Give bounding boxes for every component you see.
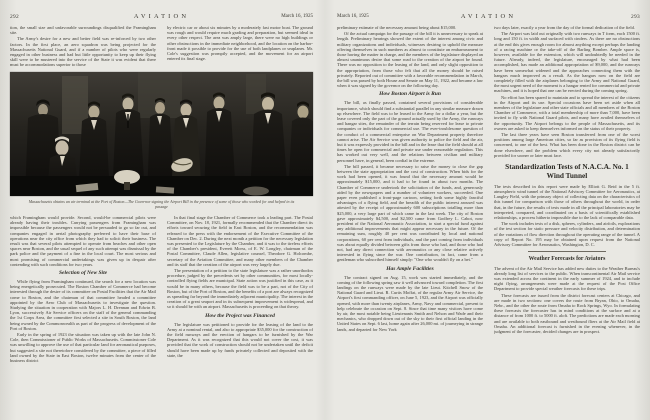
paragraph: The Army's desire for a new and better field was re-inforced by two other factors. In the first place, an aero squadron was being projected for the Massachusetts National Guard, and if a number of pilots who were regularly engaged in other business and had but little opportunity to keep up their flying skill were to be mustered into the service of the State it was evident that there must be accommodations superior to those — [10, 36, 156, 68]
article-title-weather-forecasts: Weather Forecasts for Aviators — [528, 256, 606, 263]
paragraph: The presentation of a petition to the state legislature was a rather unorthodox procedure, judged by the precedents set by other communities, for most locally-controlled flying fields are municipal. State action was justified in this case, as it would be in many others, because the field was to be a part, not of the City of Boston, but of the Port of Boston, and the benefits of a port are always recognized as spreading far beyond the immediately adjacent municipality. The interest in the creation of a great seaport and in its subsequent improvement is widespread, and so it should be with an airport. Massachusetts is proceeding on that theory. — [167, 268, 313, 310]
paragraph: Of the actual campaign for the passage of the bill it is unnecessary to speak at length. Preliminary hearings showed the extent of the interest among civic and military organizations and individuals, witnesses desiring to uphold the measure offering themselves in such numbers as almost to constitute an embarrassment to those having the matter in charge, and the members of the legislature displayed an almost unanimous desire that some road to the creation of the airport be found. There was no opposition to the leasing of the land, and only slight opposition to the appropriation, from those who felt that all the money should be raised privately. Reported out of committee with a favorable recommendation in March, the bill was passed by both House and Senate on May 11, 1922, and became a law when it was signed by the governor on the following day. — [337, 31, 483, 89]
right-page-column2 — [494, 25, 640, 406]
article-title-naca-wind-tunnel: Standardization Tests of N.A.C.A. No. 1 Wind Tunnel — [505, 162, 629, 180]
left-page-column2 — [167, 215, 313, 398]
paragraph: The advent of the Air Mail Service has added new duties to the Weather Bureau's already long list of services to the public. When transcontinental Air Mail service was extended across the continent in the early summer of 1924, and to include night flying, arrangements were made at the request of the Post Office Department to provide special weather forecasts for these trips. — [494, 265, 640, 292]
signing-ceremony-photo — [10, 72, 313, 196]
paragraph: The tests described in this report were made by Elliott G. Reid in the 5 ft. atmospheric wind tunnel of the National Advisory Committee for Aeronautics, at Langley Field, with the primary object of collecting data on the characteristics of this tunnel for comparison with those of others throughout the world, in order that, in the future, the results of tests made in all the principal laboratories may be interpreted, compared, and coordinated on a basis of scientifically established relationships, a process hitherto impossible due to the lack of comparable data. — [494, 183, 640, 221]
left-page-column2-top — [167, 25, 313, 71]
paragraph: The contract signed on Aug. 15, work was started immediately, and the coming of the following spring saw it well advanced toward completion. The first landings on the runways were made by the late Lieut. Kitchell Snow of the National Guard and Lieut. R. Curtis Moffat, of the regular Army Air Service, the Airport's first commanding officer, on June 5, 1923, and the Airport was officially opened, with more than twenty airplanes, Army, Navy and commercial, present to help celebrate the occasion on Sept. 8. Since that time many visitors have come by air, the most notable being Lieutenants Smith and Nelson and Wade and their mechanics, who dropped down out of the sky to their first official landing in the United States on Sept. 6 last, home again after 26,000 mi. of journeying in strange lands, and departed for New York — [337, 274, 483, 332]
paragraph: by electric car or about six minutes by a moderately fast motor boat. The ground was rough and would require much grading and preparation, but seemed ideal in every other respect. The area was amply large, there were no high buildings or other obstructions in the immediate neighborhood, and the location on the harbor-front made it possible to provide for the use of both landplanes or seaplanes. Mr. Cole's suggestion was promptly accepted, and the movement for an airport entered its final stage. — [167, 25, 313, 62]
right-page-header — [337, 13, 640, 22]
issue-date: March 16, 1925 — [337, 14, 369, 19]
section-heading-how-boston-airport-is-run: How Boston Airport is Run — [379, 91, 441, 98]
section-heading-selection-of-new-site: Selection of New Site — [58, 270, 108, 277]
paragraph: In that final stage the Chamber of Commerce took a leading part. The Postal Committee, on Nov. 18, 1921, formally recommended that the Chamber direct its efforts toward securing the field in East Boston, and the recommendation was released to the press with the endorsement of the Executive Committee of the Chamber on Dec. 2. During the next month a petition for the necessary legislation was presented to the Legislature by the Chamber, and it was to the tireless efforts of the Chamber's president, Everett Morss, of E. W. Longley, chairman of the Postal Committee, Claude Allen, legislative counsel, Theodore G. Holcombe, secretary of the Aviation Committee, and many other members of the Chamber and its staff that the creation of the airport was very largely due. — [167, 215, 313, 267]
masthead-title: AVIATION — [460, 13, 517, 20]
section-divider — [528, 251, 606, 252]
right-page-column1 — [337, 25, 483, 406]
issue-date: March 16, 1925 — [281, 14, 313, 19]
paragraph: Early in the spring of 1923 the situation was taken up with the late John N. Cole, then Commissioner of Public Works of Massachusetts. Commissioner Cole was unwilling to approve the use of that particular land for aeronautical purposes, but suggested a site not theretofore considered by the committee, a piece of filled land owned by the State in East Boston, twelve minutes from the center of the business district — [10, 331, 156, 363]
section-heading-has-ample-facilities: Has Ample Facilities — [386, 265, 434, 272]
paragraph: These forecasts are issued from the district forecast centers at Chicago, and are made in two sections: one covers the route from Bryan, Ohio, to Omaha, Nebr., and the other the route from Omaha to Rock Springs, Wyo. In formulating these forecasts the forecaster has in mind conditions at the surface and at a distance of from 1000 ft. to 5000 ft. aloft. The predictions are made each morning and are available to both eastbound and westbound fliers at the Air Mail field at Omaha. An additional forecast is furnished in the evening whenever, in the judgment of the forecaster, decided changes are in prospect. — [494, 292, 640, 334]
left-page-header — [10, 13, 313, 22]
page-number: 293 — [631, 14, 640, 20]
paragraph: The bill passed, it became necessary to raise the money to close the gap between the state appropriation and the cost of construction. When bids for the work had been opened, it was found that the necessary amount would be approximately $15,000, and it had to be found in about two months. The Chamber of Commerce undertook the solicitation of the funds, and, generously aided by the newspapers and a number of volunteer workers, succeeded. One paper even published a front-page cartoon, setting forth some highly fanciful advantages of a flying field, and the breadth of the public interest aroused was attested by the receipt of approximately 600 subscriptions totalling more than $25,000, a very large part of which came in the last week. The city of Boston gave approximately $4,500, and $2,500 came from Godfrey L. Cabot, now president of the National Aeronautic Association, to start a special fund against any additional improvements that might appear necessary in the future. Of the remaining sum, roughly 40 per cent was contributed by local and national corporations, 60 per cent from individuals, and the part coming from individuals was about equally divided between gifts from those who had, and those who had not, had any direct connection with aeronautics or any close relative actively interested in flying since the war. One contribution, in fact, came from a gentleman who subscribed himself simply: "One who wouldn't fly on a bet." — [337, 163, 483, 263]
section-heading-how-the-project-was-financed: How the Project was Financed — [205, 312, 275, 319]
paragraph: The Airport was laid out originally with two runways in T form, each 1500 ft. long and 150 ft. in width and surfaced with cinders. As there are no obstructions at the end this gives enough room for almost anything except perhaps the landing of a racing machine or the take-off of the Barling Bomber. Ample space is, however, available for the extension, which will undoubtedly be needed in the future. Already, indeed, the legislature, encouraged by what had been accomplished, has made an additional appropriation of $9,000, and the runways have been somewhat widened and the approaches connecting them with the hangars much improved as a result. As the hangars now on the field are completely filled with the airplanes belonging to the Army and National Guard, the most urgent need of the moment is a hangar rented for commercial and private machines, and it is hoped that one can be erected during the coming spring. — [494, 31, 640, 94]
paragraph: The legislature was petitioned to provide for the leasing of the land to the Army at a nominal rental, and also to appropriate $35,000 for the construction of the field runways and the erection of hangars to be furnished by the War Department. As it was recognized that this would not cover the cost, it was provided that the work of construction should not be undertaken until the deficit should have been made up by funds privately collected and deposited with the state, the — [167, 321, 313, 358]
left-page-column1 — [10, 215, 156, 398]
paragraph: The work includes tests of a disk, spheres, cylinders, and airfoils, explorations of the test section for static pressure and velocity distribution, and determination of the variations of flow direction throughout the operating range of the tunnel. A copy of Report No. 195 may be obtained upon request from the National Advisory Committee for Aeronautics, Washington, D. C. — [494, 221, 640, 248]
paragraph: While flying from Framingham continued, the search for a new location was being energetically prosecuted. The Boston Chamber of Commerce had become interested through the desire of its committee on Postal Facilities that the Air Mail come to Boston, and the chairman of that committee headed a committee appointed by the Aero Club of Massachusetts to investigate the question. Studying the situation in cooperation with Majors L. H. Drennan and Edwin B. Lyon, successively Air Service officers on the staff of the general commanding the 1st Corps Area, the committee first selected a site in South Boston, the land being owned by the Commonwealth as part of the progress of development of the Port of Boston. — [10, 278, 156, 331]
paragraph: tion, the small size and unfavorable surroundings disqualified the Framingham site. — [10, 25, 156, 36]
page-number: 292 — [10, 14, 19, 20]
masthead-title: AVIATION — [133, 13, 190, 20]
paragraph: two days later, exactly a year from the day of the formal dedication of the field. — [494, 25, 635, 30]
paragraph: which Framingham would provide. Second, would-be commercial pilots were already having their troubles. Carrying passengers from Framingham was impossible because the passengers would not be persuaded to go so far out, and companies engaged in aerial photography preferred to have their base of operations near the city office from which they had to solicit their business. The result was that several pilots attempted to operate from beaches and other open spaces near Boston, and the usual sequel of any such attempt was dismissal by the park police and the payment of a fine in the local court. The most serious and most promising of commercial undertakings was given up in despair after contending with such conditions for two years. — [10, 215, 156, 267]
paragraph: The last three years have seen Boston transferred from one of the worst positions among large American cities, so far as provision of its flying field is concerned, to one of the best. What has been done in the Boston district can be done elsewhere, and the problem which every city not already satisfactorily provided for sooner or later must face. — [494, 132, 640, 158]
paragraph: The bill, as finally passed, contained several provisions of considerable importance, which should find a substantial parallel in any similar measure drawn up elsewhere. The field was to be leased to the Army for a dollar a year, but the lease covered only the part of the ground actually used by the Army, the runways and hangar sites, the remainder of the terrain being reserved for lease to private companies or individuals for commercial use. The ever-troublesome question of the conduct of a commercial enterprise on War Department property therefore cannot arise. The Air Service was given authority to police the field and the air, but it was expressly provided in the bill and in the lease that the field should at all times be open for commercial and private use under reasonable regulation. This has worked out very well, and the relations between civilian and military personnel have, in general, been cordial in the extreme. — [337, 100, 483, 163]
photo-caption: Massachusetts obtains an air terminal at the Port of Boston—The Governor signing the Airport Bill in the presence of some of those who worked for and helped in its passage — [28, 199, 295, 209]
paragraph: preliminary estimate of the necessary amount being about $15,000. — [337, 25, 457, 30]
left-page-column1-top — [10, 25, 156, 71]
paragraph: No effort has been spared to maintain and to spread the interest of the citizens in the Airport and its use. Special occasions have been set aside when all members of the legislature and other state officials and all members of the Boston Chamber of Commerce, with a total membership of more than 7,000, have been invited to fly with National Guard pilots, and many have availed themselves of the opportunity. The Airport belongs to the people of Massachusetts, and its owners are asked to keep themselves informed on the status of their property. — [494, 94, 640, 131]
